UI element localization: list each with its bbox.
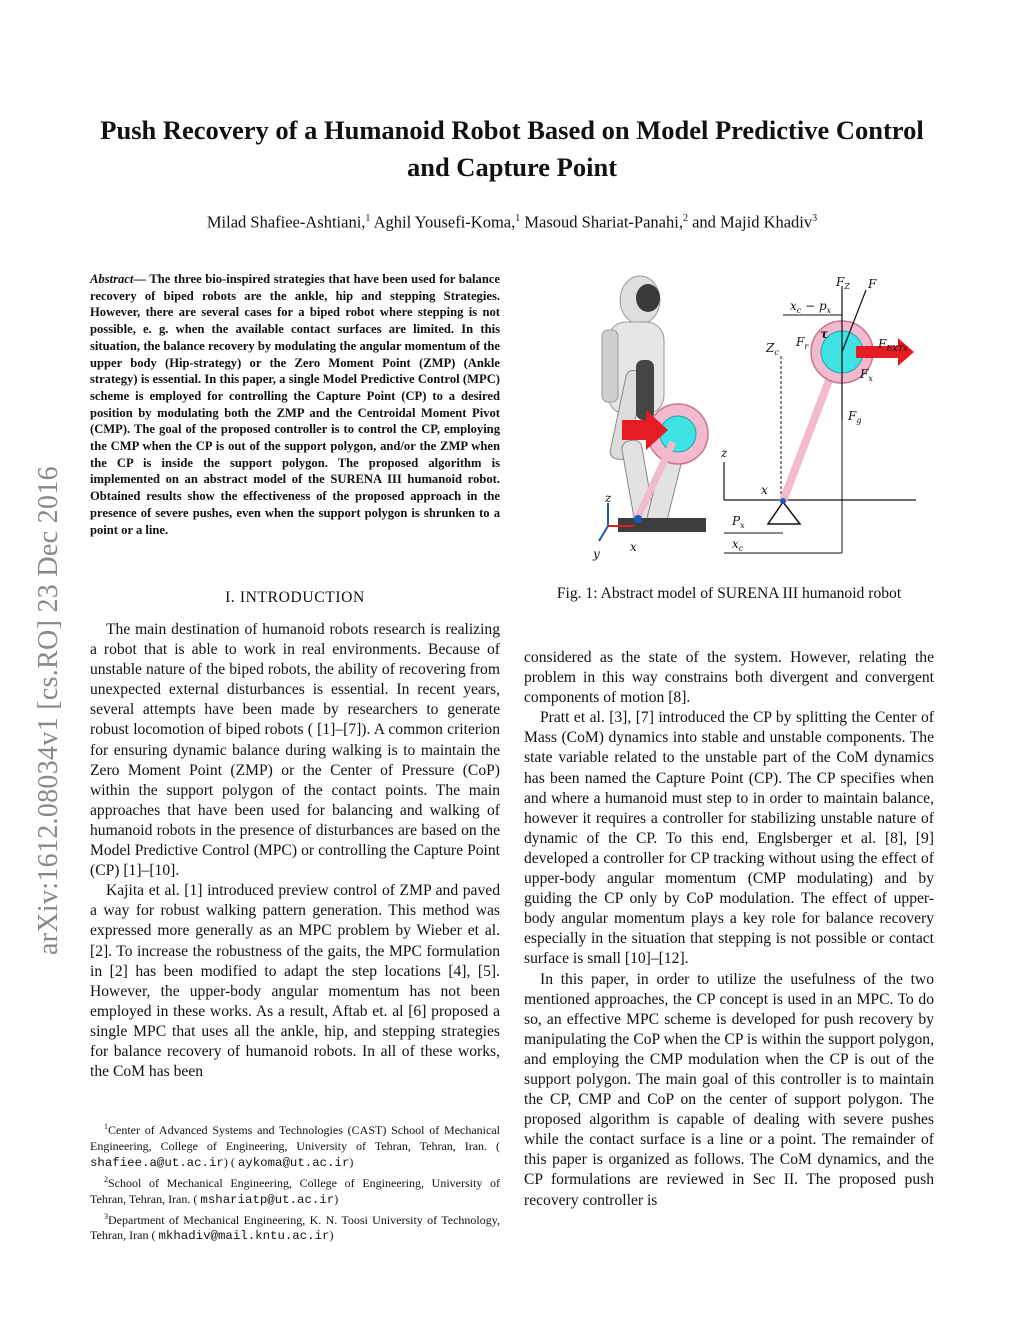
abstract-text: — The three bio-inspired strategies that have been used for balance recovery of biped robots are the ankle, hip and stepping Strategies. However, there are several cases for a biped robot where stepping is not possible, e. g. when the available contact surfaces are limited. In this situation, the balance recovery by modulating the angular momentum of the upper body (Hip-strategy) or the Zero Moment Point (ZMP) (Ankle strategy) is essential. In this paper, a single Model Predictive Control (MPC) scheme is employed for controlling the Capture Point (CP) to a desired position by modulating both the ZMP and the Centroidal Moment Pivot (CMP). The goal of the proposed controller is to control the CP, employing the CMP when the CP is out of the support polygon, and/or the ZMP when the CP is inside the support polygon. The proposed algorithm is implemented on an abstract model of the SURENA III humanoid robot. Obtained results show the effectiveness of the proposed approach in the presence of severe pushes, even when the support polygon is shrunken to a point or a line. [90, 272, 500, 537]
footnote: $^1$Center of Advanced Systems and Technologies (CAST) School of Mechanical Engineering, College of Engineering, University of Tehran, Tehran, Iran. ( shafiee.a@ut.ac.ir) ( aykoma@ut.ac.ir) [90, 1122, 500, 1170]
f-label: F [868, 277, 877, 291]
arxiv-identifier: arXiv:1612.08034v1 [cs.RO] 23 Dec 2016 [33, 466, 64, 955]
body-paragraph: Pratt et al. [3], [7] introduced the CP by splitting the Center of Mass (CoM) dynamics into stable and unstable components. The state variable related to the unstable part of the CoM dynamics has been named the Capture Point (CP). The CP specifies when and where a humanoid must step to in order to maintain balance, however it requires a controller for stabilizing unstable nature of dynamic of the CP. To this end, Englsberger et al. [8], [9] developed a controller for CP tracking without using the effect of upper-body angular momentum (CMP modulating) and by guiding the CP only by CoP modulation. The effect of upper-body angular momentum plays a key role for balance recovery especially in the situation that stepping is not possible or contact surface is small [10]–[12]. [524, 709, 934, 968]
right-column-body [524, 648, 934, 1211]
cop-point [780, 498, 786, 504]
affiliation-mark: 2 [682, 213, 688, 224]
abstract-label: Abstract [90, 272, 134, 286]
fg-label: $F_g$ [848, 409, 862, 425]
fx-label: $F_x$ [860, 367, 873, 383]
px-label: $P_x$ [732, 514, 745, 530]
author-name: and Majid Khadiv [692, 212, 813, 232]
affiliation-mark: 3 [812, 213, 818, 224]
robot-ankle-joint [634, 515, 642, 523]
figure-caption: Fig. 1: Abstract model of SURENA III humanoid robot [556, 585, 902, 602]
xc-minus-px-label: $x_c - p_x$ [790, 299, 832, 315]
author-name: Masoud Shariat-Panahi, [524, 212, 683, 232]
x-axis-label: x [761, 483, 768, 497]
robot-z-label: z [605, 491, 612, 505]
body-paragraph: In this paper, in order to utilize the usefulness of the two mentioned approaches, the CP concept is used in an MPC. To do so, an effective MPC scheme is developed for push recovery by manipulating the CoP when the CP is within the support polygon, and employing the CMP modulation when the CP is out of the support polygon. The main goal of this controller is to maintain the CP, CMP and CoP on the center of support polygon. The proposed algorithm is capable of dealing with severe pushes while the contact surface is a line or a point. The remainder of this paper is organized as follows. The CoM dynamics, and the CP formulations are reviewed in Sec II. The proposed push recovery controller is [524, 970, 934, 1209]
footnote: $^2$School of Mechanical Engineering, College of Engineering, University of Tehran, Tehran, Iran. ( mshariatp@ut.ac.ir) [90, 1174, 500, 1207]
email-link[interactable]: mkhadiv@mail.kntu.ac.ir [158, 1229, 330, 1244]
affiliation-mark: 1 [515, 213, 521, 224]
leg-link [783, 362, 836, 501]
abstract [90, 271, 500, 538]
abstract-model [720, 275, 916, 553]
left-column-body [90, 620, 500, 1082]
support-foot [768, 502, 800, 524]
fz-label: $F_Z$ [836, 275, 850, 291]
fr-label: $F_r$ [796, 335, 809, 351]
footnotes [90, 1119, 500, 1245]
fext-label: $F_{EXTx}$ [878, 337, 908, 353]
body-paragraph: Kajita et al. [1] introduced preview control of ZMP and paved a way for robust walking pattern generation. This method was expressed more generally as an MPC problem by Wieber et al. [2]. To increase the robustness of the gaits, the MPC formulation in [2] has been modified to adapt the step locations [4], [5]. However, the upper-body angular momentum has not been employed in these works. As a result, Aftab et. al [6] proposed a single MPC that uses all the ankle, hip, and stepping strategies for balance recovery of humanoid robots. In all of these works, the CoM has been [90, 882, 500, 1081]
paper-title: Push Recovery of a Humanoid Robot Based on Model Predictive Control and Capture Point [100, 115, 924, 182]
figure-robot-model [578, 270, 938, 570]
body-paragraph: considered as the state of the system. However, relating the problem in this way constrains both divergent and convergent components of motion [8]. [524, 649, 934, 707]
body-paragraph: The main destination of humanoid robots research is realizing a robot that is able to work in real environments. Because of unstable nature of the biped robots, the ability of recovering from unexpected external disturbances is essential. In recent years, several attempts have been made by researchers to generate robust locomotion of biped robots ( [1]–[7]). A common criterion for ensuring dynamic balance during walking is to maintain the Zero Moment Point (ZMP) or the Center of Pressure (CoP) within the support polygon of the contact points. The main approaches that have been used for balancing and walking of humanoid robots in the presence of disturbances are based on the Model Predictive Control (MPC) or controlling the Capture Point (CP) [1]–[10]. [90, 621, 500, 880]
affiliation-mark: 1 [365, 213, 371, 224]
robot-x-label: x [630, 540, 637, 554]
email-link[interactable]: shafiee.a@ut.ac.ir [90, 1155, 224, 1170]
section-heading: I. INTRODUCTION [225, 589, 365, 606]
author-list [90, 208, 934, 234]
tau-label: τ [820, 327, 829, 341]
email-link[interactable]: aykoma@ut.ac.ir [237, 1155, 350, 1170]
footnote: $^3$Department of Mechanical Engineering, K. N. Toosi University of Technology, Tehran, Iran ( mkhadiv@mail.kntu.ac.ir) [90, 1211, 500, 1244]
email-link[interactable]: mshariatp@ut.ac.ir [200, 1192, 335, 1207]
author-name: Milad Shafiee-Ashtiani, [206, 212, 366, 232]
z-axis-label: z [721, 446, 728, 460]
xc-label: $x_c$ [732, 537, 744, 553]
author-name: Aghil Yousefi-Koma, [373, 212, 516, 232]
robot-y-label: y [593, 547, 600, 561]
robot-flywheel [660, 416, 696, 452]
zc-label: $Z_c$ [766, 341, 779, 357]
